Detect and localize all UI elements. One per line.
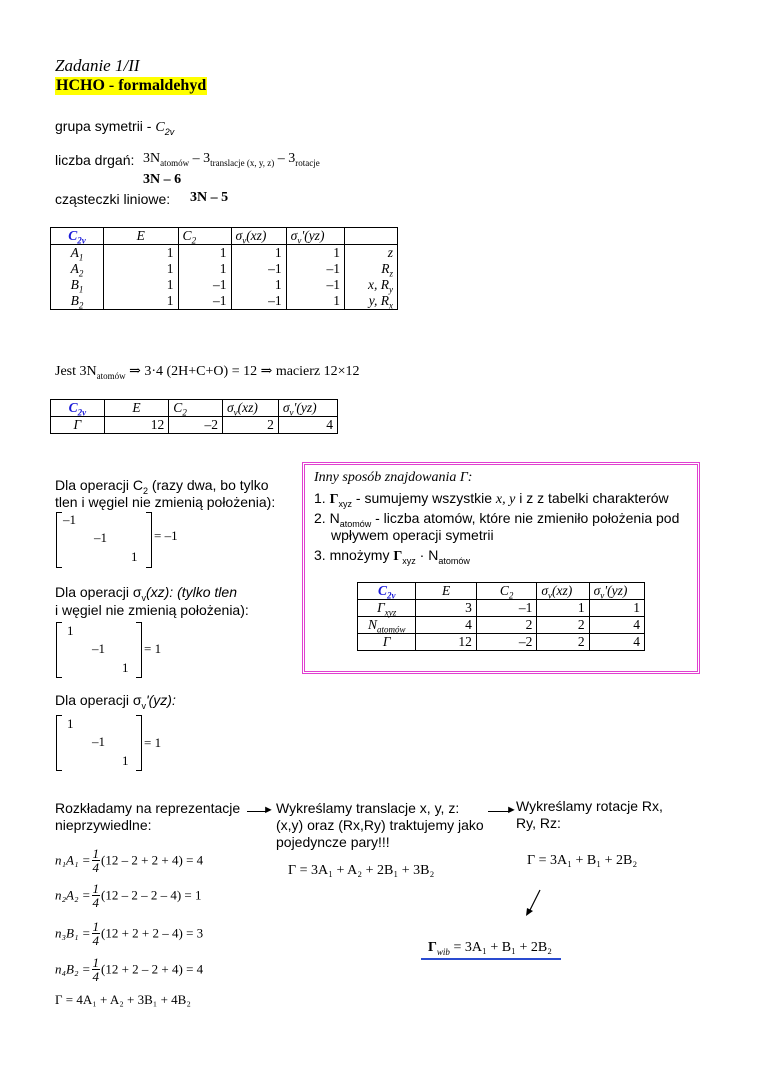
reduction-eq-4: n₄B₂ = $\frac{1}{4}$ (12 + 2 – 2 + 4) = 4 — [55, 955, 204, 984]
alt-item-1: 1. $\Gamma_{xyz}$ - sumujemy wszystkie x, y i z z tabelki charakterów — [314, 490, 669, 509]
page-title: HCHO - formaldehyd — [56, 77, 207, 94]
arrow-head-2: ► — [506, 804, 517, 816]
op-svp-text: Dla operacji $\sigma_v'(yz)$: — [55, 692, 176, 711]
svp-matrix: 1 –1 1 — [56, 715, 142, 771]
alt-item-2: 2. $N_{atomów}$ - liczba atomów, które nie zmieniło położenia pod — [314, 510, 680, 529]
reduction-eq-3: n₃B₁ = $\frac{1}{4}$ (12 + 2 + 2 – 4) = 3 — [55, 919, 204, 948]
rotations-result: Γ = 3A₁ + B₁ + 2B₂ — [527, 853, 638, 868]
reduction-text-1: Rozkładamy na reprezentacje — [55, 800, 241, 816]
alt-title: Inny sposób znajdowania Γ: — [314, 470, 473, 485]
vibrations-label: liczba drgań: — [55, 152, 135, 168]
result-underline — [421, 958, 561, 960]
op-c2-text-2: tlen i węgiel nie zmienią położenia): — [55, 494, 276, 510]
task-number: Zadanie 1/II — [55, 56, 140, 75]
vibrations-result: 3N – 6 — [143, 172, 182, 187]
reduction-eq-1: n₁A₁ = $\frac{1}{4}$ (12 – 2 + 2 + 4) = 4 — [55, 846, 204, 875]
matrix-size-line: Jest $3N_{atomów}$ ⇒ 3·4 (2H+C+O) = 12 ⇒ macierz 12×12 — [55, 364, 360, 381]
sv-matrix: 1 –1 1 — [56, 622, 142, 678]
linear-label: cząsteczki liniowe: — [55, 191, 171, 207]
vibrational-result: $\Gamma_{wib} = 3A_1 + B_1 + 2B_2$ — [428, 940, 553, 957]
op-c2-text: Dla operacji $C_2$ (razy dwa, bo tylko — [55, 477, 269, 496]
character-table: $C_{2v}$ E $C_2$ $\sigma_v(xz)$ $\sigma_v'(yz)$ $A_1$ 1 1 1 1 z $A_2$ 1 1 –1 –1 $R_z$ $B_1$ 1 –1 1 –1 x, $R_y$ $B_2$ 1 –1 –1 1 y, $R_x$ — [50, 227, 398, 310]
c2-matrix: –1 –1 1 — [56, 512, 152, 568]
rotations-line-1: Wykreślamy rotacje Rx, — [516, 798, 663, 814]
translations-result: Γ = 3A₁ + A₂ + 2B₁ + 3B₂ — [288, 863, 435, 878]
translations-line-1: Wykreślamy translacje x, y, z: — [276, 800, 460, 816]
c2-trace: = –1 — [154, 528, 178, 543]
symmetry-group: grupa symetrii - $C_{2v}$ — [55, 118, 175, 137]
linear-result: 3N – 5 — [190, 190, 229, 205]
reduction-text-2: nieprzywiedlne: — [55, 817, 152, 833]
vibrations-formula: $3N_{atomów} - 3_{translacje (x, y, z)} - 3_{rotacje}$ — [143, 151, 320, 168]
arrow-head-1: ► — [263, 804, 274, 816]
op-sv-text-2: i węgiel nie zmienią położenia): — [55, 602, 249, 618]
down-arrow-icon — [520, 888, 544, 918]
gamma-total: Γ = 4A₁ + A₂ + 3B₁ + 4B₂ — [55, 992, 191, 1007]
alt-table: $C_{2v}$ E $C_2$ $\sigma_v(xz)$ $\sigma_v'(yz)$ $\Gamma_{xyz}$ 3 –1 1 1 $N_{atomów}$ 4 2 2 4 Γ 12 –2 2 4 — [357, 582, 645, 651]
op-sv-text: Dla operacji $\sigma_v(xz)$: (tylko tlen — [55, 584, 237, 603]
rotations-line-2: Ry, Rz: — [516, 815, 561, 831]
translations-line-3: pojedyncze pary!!! — [276, 834, 390, 850]
sv-trace: = 1 — [144, 641, 162, 656]
reduction-eq-2: n₂A₂ = $\frac{1}{4}$ (12 – 2 – 2 – 4) = 1 — [55, 881, 202, 910]
gamma-table: $C_{2v}$ E $C_2$ $\sigma_v(xz)$ $\sigma_v'(yz)$ Γ 12 –2 2 4 — [50, 399, 338, 434]
svp-trace: = 1 — [144, 735, 162, 750]
translations-line-2: (x,y) oraz (Rx,Ry) traktujemy jako — [276, 817, 484, 833]
alt-item-3: 3. mnożymy $\Gamma_{xyz} \cdot N_{atomów}$ — [314, 547, 470, 566]
alt-item-2-line2: wpływem operacji symetrii — [331, 527, 494, 543]
